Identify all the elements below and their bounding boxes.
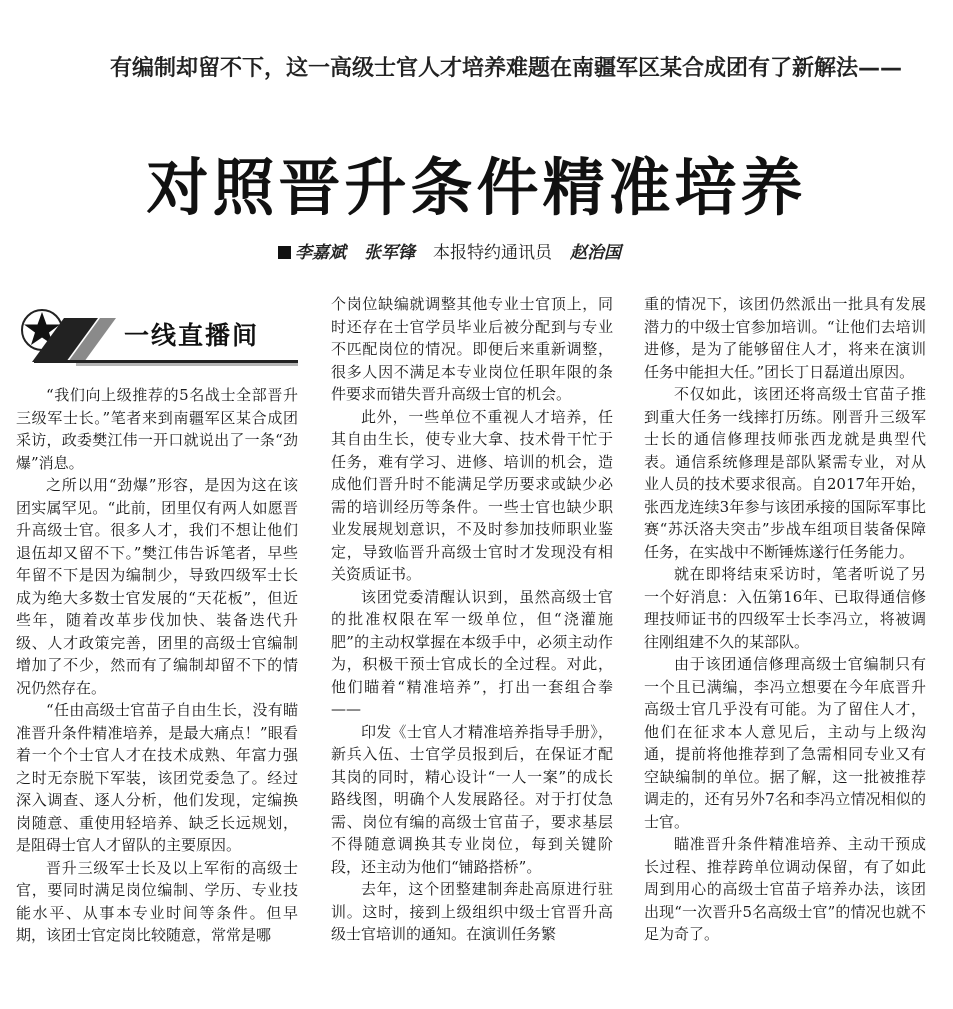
section-banner [16,300,301,368]
headline: 对照晋升条件精准培养 [146,151,807,224]
paragraph: 此外，一些单位不重视人才培养，任其自由生长，使专业大拿、技术骨干忙于任务，难有学习、进修、培训的机会，造成他们晋升时不能满足学历要求或缺少必需的培训经历等条件。一些士官也缺少职业发展规划意识，不及时参加技师职业鉴定，导致临晋升高级士官时才发现没有相关资质证书。 [331,407,613,583]
underline-rule [34,360,298,363]
paragraph: 瞄准晋升条件精准培养、主动干预成长过程、推荐跨单位调动保留，有了如此周到用心的高级士官苗子培养办法，该团出现“一次晋升5名高级士官”的情况也就不足为奇了。 [644,835,926,943]
paragraph: 由于该团通信修理高级士官编制只有一个且已满编，李冯立想要在今年底晋升高级士官几乎没有可能。为了留住人才，他们在征求本人意见后，主动与上级沟通，提前将他推荐到了急需相同专业又有空缺编制的单位。据了解，这一批被推荐调走的，还有另外7名和李冯立情况相似的士官。 [644,655,926,831]
paragraph: 不仅如此，该团还将高级士官苗子推到重大任务一线摔打历练。刚晋升三级军士长的通信修理技师张西龙就是典型代表。通信系统修理是部队紧需专业，对从业人员的技术要求很高。自2017年开始，张西龙连续3年参与该团承接的国际军事比赛“苏沃洛夫突击”步战车组项目装备保障任务，在实战中不断锤炼遂行任务能力。 [644,385,926,561]
author-name: 赵治国 [570,243,621,263]
paragraph: 晋升三级军士长及以上军衔的高级士官，要同时满足岗位编制、学历、专业技能水平、从事本专业时间等条件。但早期，该团士官定岗比较随意，常常是哪 [16,858,298,944]
paragraph: 印发《士官人才精准培养指导手册》，新兵入伍、士官学员报到后，在保证才配其岗的同时，精心设计“一人一案”的成长路线图，明确个人发展路径。对于打仗急需、岗位有编的高级士官苗子，要求基层不得随意调换其专业岗位，每到关键阶段，还主动为他们“铺路搭桥”。 [331,722,613,876]
paragraph: “任由高级士官苗子自由生长，没有瞄准晋升条件精准培养，是最大痛点！”眼看着一个个士官人才在技术成熟、年富力强之时无奈脱下军装，该团党委急了。经过深入调查、逐人分析，他们发现，定编换岗随意、重使用轻培养、缺乏长远规划，是阻碍士官人才留队的主要原因。 [16,701,298,854]
article-column-3 [644,293,926,946]
section-title: 一线直播间 [124,321,260,350]
paragraph: 该团党委清醒认识到，虽然高级士官的批准权限在军一级单位，但“浇灌施肥”的主动权掌握在本级手中，必须主动作为，积极干预士官成长的全过程。对此，他们瞄着“精准培养”，打出一套组合拳—— [331,587,613,718]
paragraph-continued: 重的情况下，该团仍然派出一批具有发展潜力的中级士官参加培训。“让他们去培训进修，是为了能够留住人才，将来在演训任务中能担大任。”团长丁日磊道出原因。 [644,295,926,381]
underline-shade [76,363,298,366]
article-column-2 [331,293,613,946]
intro-paragraph: 有编制却留不下，这一高级士官人才培养难题在南疆军区某合成团有了新解法—— [110,56,903,81]
author-name: 张军锋 [364,243,415,263]
paragraph: “我们向上级推荐的5名战士全部晋升三级军士长。”笔者来到南疆军区某合成团采访，政委樊江伟一开口就说出了一条“劲爆”消息。 [16,386,298,472]
author-name: 李嘉斌 [295,243,346,263]
author-role: 本报特约通讯员 [433,243,552,263]
article-column-1 [16,384,298,947]
paragraph: 就在即将结束采访时，笔者听说了另一个好消息：入伍第16年、已取得通信修理技师证书的四级军士长李冯立，将被调往刚组建不久的某部队。 [644,565,926,651]
paragraph: 去年，这个团整建制奔赴高原进行驻训。这时，接到上级组织中级士官晋升高级士官培训的通知。在演训任务繁 [331,880,613,943]
black-square-icon [278,246,291,259]
paragraph: 之所以用“劲爆”形容，是因为这在该团实属罕见。“此前，团里仅有两人如愿晋升高级士官。很多人才，我们不想让他们退伍却又留不下。”樊江伟告诉笔者，早些年留不下是因为编制少，导致四级军士长成为绝大多数士官发展的“天花板”，但近些年，随着改革步伐加快、装备迭代升级、人才政策完善，团里的高级士官编制增加了不少，然而有了编制却留不下的情况仍然存在。 [16,476,298,697]
paragraph-continued: 个岗位缺编就调整其他专业士官顶上，同时还存在士官学员毕业后被分配到与专业不匹配岗位的情况。即便后来重新调整，很多人因不满足本专业岗位任职年限的条件要求而错失晋升高级士官的机会。 [331,295,613,403]
byline [278,238,621,263]
